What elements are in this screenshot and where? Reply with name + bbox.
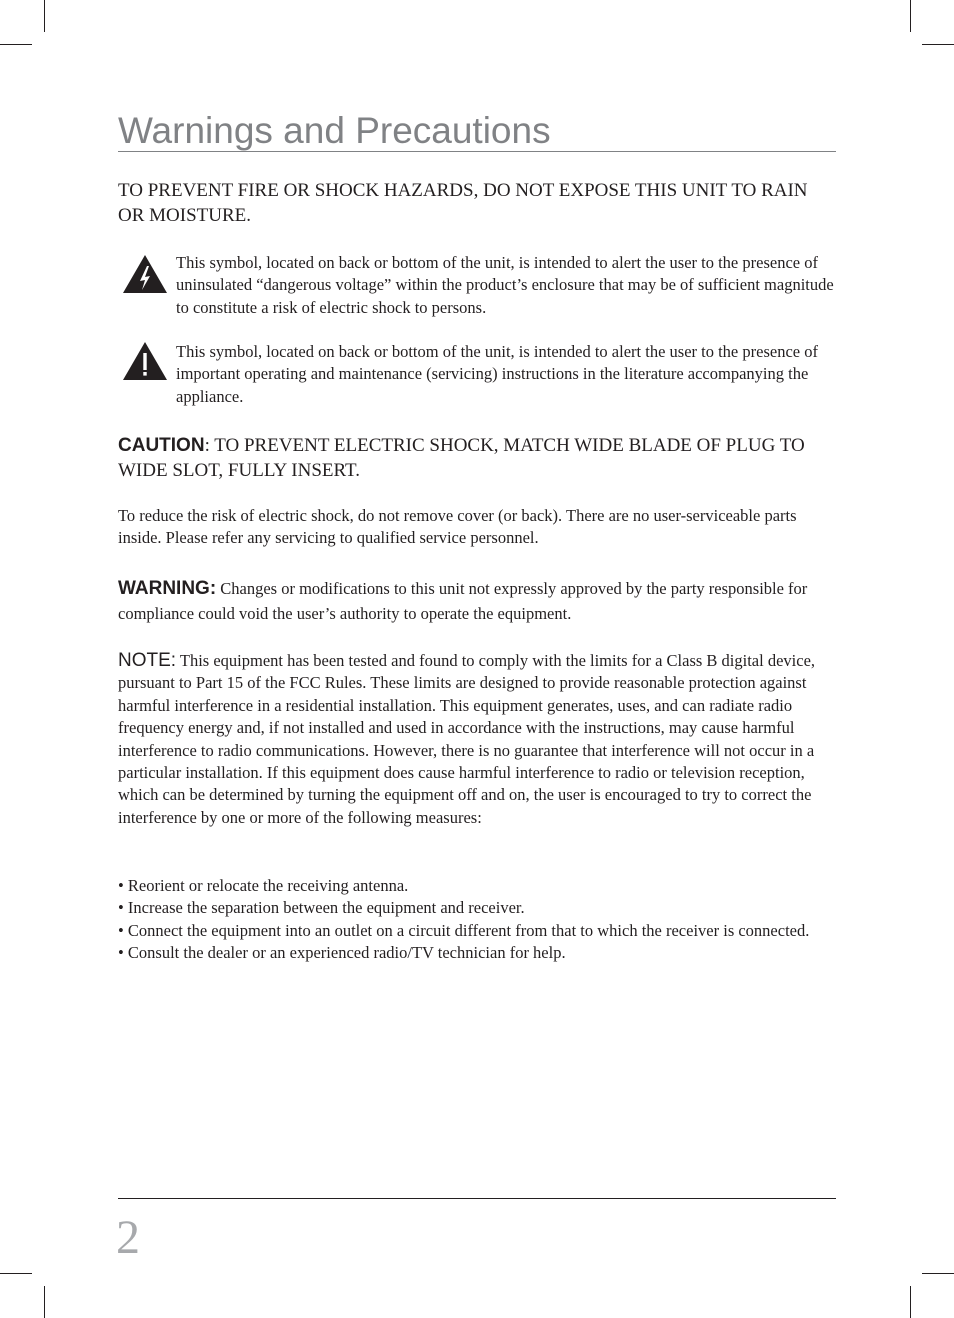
warning-notice <box>118 576 838 626</box>
list-item: • Increase the separation between the equipment and receiver. <box>118 898 525 918</box>
title-divider <box>118 151 836 152</box>
risk-notice: To reduce the risk of electric shock, do not remove cover (or back). There are no user-serviceable parts inside. Please refer any servicing to qualified service personnel. <box>118 506 797 548</box>
warning-label: WARNING: <box>118 578 217 599</box>
crop-mark <box>44 1286 45 1318</box>
exclamation-warning-triangle-icon <box>122 341 168 381</box>
crop-mark <box>0 44 32 45</box>
caution-text: : TO PREVENT ELECTRIC SHOCK, MATCH WIDE BLADE OF PLUG TO WIDE SLOT, FULLY INSERT. <box>118 435 805 481</box>
crop-mark <box>910 0 911 32</box>
note-text: This equipment has been tested and found to comply with the limits for a Class B digital device, pursuant to Part 15 of the FCC Rules. These limits are designed to provide reasonable protection against harmful interference in a residential installation. This equipment generates, uses, and can radiate radio frequency energy and, if not installed and used in accordance with the instructions, may cause harmful interference to radio communications. However, there is no guarantee that interference will not occur in a particular installation. If this equipment does cause harmful interference to radio or television reception, which can be determined by turning the equipment off and on, the user is encouraged to try to correct the interference by one or more of the following measures: <box>118 651 816 827</box>
list-item: • Connect the equipment into an outlet on a circuit different from that to which the receiver is connected. <box>118 920 810 940</box>
page-number: 2 <box>116 1211 140 1264</box>
symbol-row-instructions <box>118 341 838 411</box>
page-title: Warnings and Precautions <box>118 110 551 151</box>
crop-mark <box>922 1273 954 1274</box>
crop-mark <box>910 1286 911 1318</box>
crop-mark <box>922 44 954 45</box>
fire-shock-warning: TO PREVENT FIRE OR SHOCK HAZARDS, DO NOT EXPOSE THIS UNIT TO RAIN OR MOISTURE. <box>118 180 808 226</box>
voltage-symbol-text: This symbol, located on back or bottom of the unit, is intended to alert the user to the presence of uninsulated “dangerous voltage” within the product’s enclosure that may be of sufficient magnitude to constitute a risk of electric shock to persons. <box>176 253 834 317</box>
footer-divider <box>118 1198 836 1199</box>
crop-mark <box>0 1273 32 1274</box>
list-item: • Reorient or relocate the receiving antenna. <box>118 876 409 895</box>
instructions-symbol-text: This symbol, located on back or bottom of the unit, is intended to alert the user to the presence of important operating and maintenance (servicing) instructions in the literature accompanying the appliance. <box>176 342 818 406</box>
list-item: • Consult the dealer or an experienced radio/TV technician for help. <box>118 943 566 963</box>
measures-list <box>118 875 818 965</box>
warning-text: Changes or modifications to this unit not expressly approved by the party responsible for compliance could void the user’s authority to operate the equipment. <box>118 579 808 623</box>
caution-notice <box>118 433 818 483</box>
crop-mark <box>44 0 45 32</box>
symbol-row-voltage <box>118 252 838 322</box>
lightning-warning-triangle-icon <box>122 254 168 294</box>
note-label: NOTE: <box>118 650 177 671</box>
caution-label: CAUTION <box>118 435 205 456</box>
fcc-note <box>118 650 836 829</box>
